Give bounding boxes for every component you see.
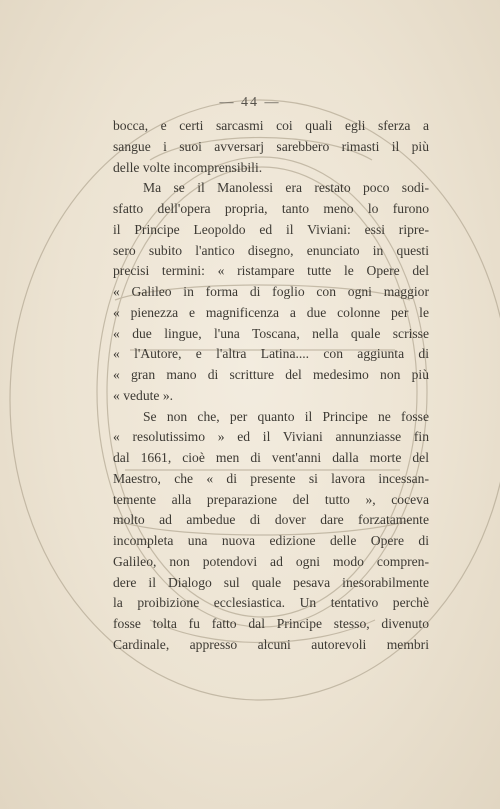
text-line: « due lingue, l'una Toscana, nella quale scrisse — [113, 325, 429, 341]
text-line: sfatto dell'opera propria, tanto meno lo furono — [113, 201, 429, 216]
text-line: delle volte incomprensibili. — [113, 159, 263, 175]
text-line: « l'Autore, e l'altra Latina.... con aggiunta di — [113, 346, 429, 362]
text-line: temente alla preparazione del tutto », coceva — [113, 491, 429, 507]
text-line: Maestro, che « di presente si lavora incessan- — [113, 470, 429, 486]
text-line: « Galileo in forma di foglio con ogni maggior — [113, 284, 429, 299]
text-line: sero subito l'antico disegno, enunciato in questi — [113, 242, 429, 258]
body-text — [113, 116, 429, 656]
text-line: Cardinale, appresso alcuni autorevoli membri — [113, 636, 429, 652]
text-line: la proibizione ecclesiastica. Un tentativo perchè — [113, 595, 429, 611]
text-line: il Principe Leopoldo ed il Viviani: essi ripre- — [113, 221, 429, 237]
text-line: incompleta una nuova edizione delle Opere di — [113, 533, 429, 548]
text-line: « gran mano di scritture del medesimo non più — [113, 367, 429, 382]
page-number: — 44 — — [219, 95, 281, 110]
text-line: « resolutissimo » ed il Viviani annunziasse fin — [113, 429, 429, 445]
text-line: dal 1661, cioè men di vent'anni dalla morte del — [113, 450, 429, 465]
text-line: fosse tolta fu fatto dal Principe stesso, divenuto — [113, 616, 429, 631]
text-line: Se non che, per quanto il Principe ne fosse — [143, 408, 429, 424]
text-line: molto ad ambedue di dover dare forzatamente — [113, 512, 429, 528]
text-line: « pienezza e magnificenza a due colonne per le — [113, 304, 429, 320]
text-line: bocca, e certi sarcasmi coi quali egli sferza a — [113, 118, 429, 133]
text-line: dere il Dialogo sul quale pesava inesorabilmente — [113, 574, 429, 590]
text-line: Ma se il Manolessi era restato poco sodi- — [143, 180, 429, 196]
text-line: sangue i suoi avversarj sarebbero rimasti il più — [113, 138, 429, 154]
text-line: precisi termini: « ristampare tutte le Opere del — [113, 263, 429, 279]
text-line: Galileo, non potendovi ad ogni modo compren- — [113, 553, 429, 569]
text-line: « vedute ». — [113, 387, 174, 403]
